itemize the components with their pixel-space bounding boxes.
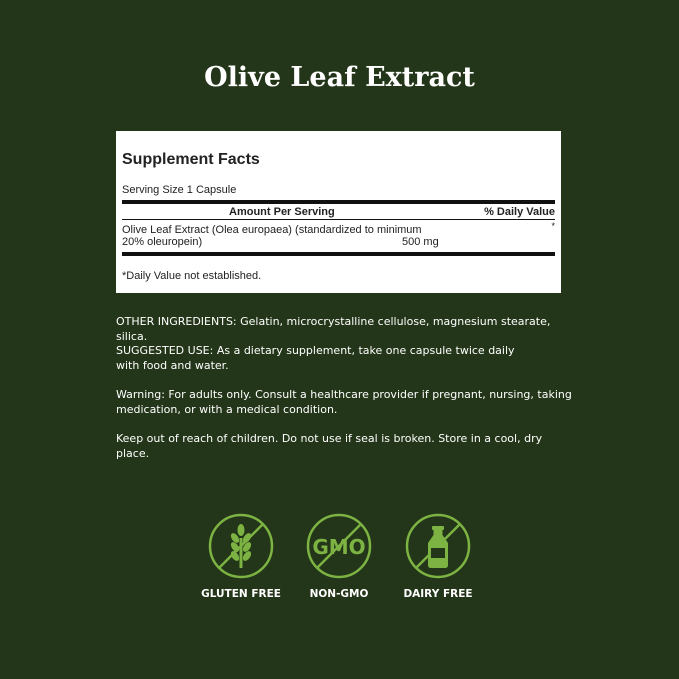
supplement-facts-heading: Supplement Facts xyxy=(122,151,260,168)
badge-label: NON-GMO xyxy=(309,588,369,600)
product-title: Olive Leaf Extract xyxy=(204,62,475,93)
storage-instructions: Keep out of reach of children. Do not use if seal is broken. Store in a cool, dry place. xyxy=(116,432,543,460)
other-ingredients: OTHER INGREDIENTS: Gelatin, microcrystalline cellulose, magnesium stearate, silica. xyxy=(116,315,551,343)
gmo-icon xyxy=(305,512,373,580)
badge-label: GLUTEN FREE xyxy=(201,588,281,600)
daily-value-marker: * xyxy=(551,221,555,231)
divider-thick-bottom xyxy=(122,252,555,256)
suggested-use-line1: SUGGESTED USE: As a dietary supplement, take one capsule twice daily xyxy=(116,344,515,357)
divider-thick xyxy=(122,200,555,204)
amount-per-serving-header: Amount Per Serving xyxy=(229,206,335,218)
badge-non-gmo xyxy=(304,512,374,600)
ingredient-name-line2: 20% oleuropein) xyxy=(122,236,203,248)
column-header-row xyxy=(122,205,555,219)
badge-dairy-free xyxy=(403,512,473,600)
daily-value-footnote: *Daily Value not established. xyxy=(122,270,262,282)
wheat-icon xyxy=(207,512,275,580)
divider-thin xyxy=(122,219,555,220)
milk-bottle-icon xyxy=(404,512,472,580)
warning-line2: medication, or with a medical condition. xyxy=(116,402,338,416)
badge-gluten-free xyxy=(201,512,281,600)
warning-line1: Warning: For adults only. Consult a healthcare provider if pregnant, nursing, taking xyxy=(116,388,572,401)
badge-label: DAIRY FREE xyxy=(403,588,473,600)
daily-value-header: % Daily Value xyxy=(484,206,555,218)
suggested-use-line2: with food and water. xyxy=(116,358,229,372)
warning xyxy=(116,388,576,417)
supplement-facts-panel xyxy=(116,131,561,293)
gmo-icon-text: GMO xyxy=(312,535,366,559)
ingredient-amount: 500 mg xyxy=(402,236,439,248)
suggested-use xyxy=(116,344,576,373)
ingredient-name-line1: Olive Leaf Extract (Olea europaea) (standardized to minimum xyxy=(122,224,422,236)
serving-size: Serving Size 1 Capsule xyxy=(122,184,237,196)
